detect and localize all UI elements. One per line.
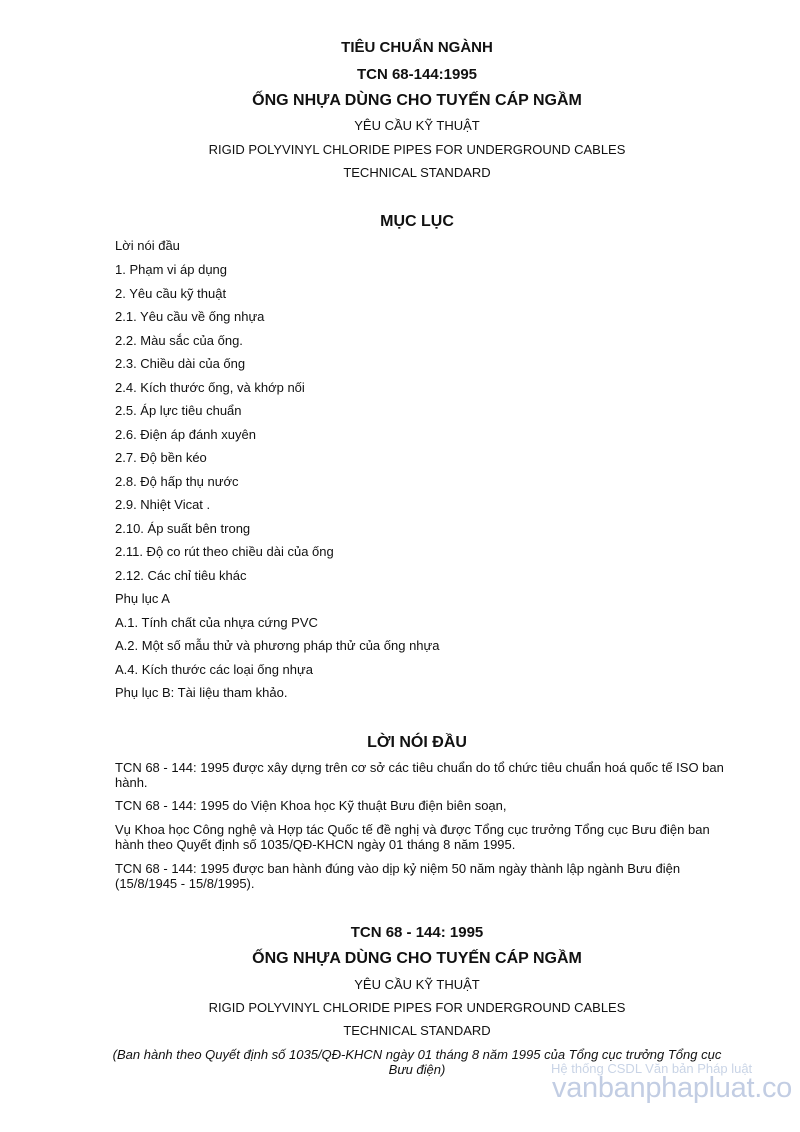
standard-type-heading: TIÊU CHUẨN NGÀNH (341, 39, 493, 56)
standard-english-subtitle: TECHNICAL STANDARD (343, 1023, 491, 1038)
toc-item[interactable]: 2.11. Độ co rút theo chiều dài của ống (115, 544, 334, 559)
toc-item[interactable]: 2.10. Áp suất bên trong (115, 521, 251, 536)
document-title: ỐNG NHỰA DÙNG CHO TUYẾN CÁP NGẦM (252, 92, 582, 109)
watermark-caption: Hệ thống CSDL Văn bản Pháp luật (551, 1061, 753, 1076)
toc-item[interactable]: 2.3. Chiều dài của ống (115, 356, 246, 371)
toc-item[interactable]: A.2. Một số mẫu thử và phương pháp thử của ống nhựa (115, 638, 440, 653)
standard-subtitle: YÊU CẦU KỸ THUẬT (354, 977, 480, 992)
toc-heading: MỤC LỤC (380, 213, 454, 230)
toc-item[interactable]: Lời nói đầu (115, 238, 180, 253)
toc-item[interactable]: 2.4. Kích thước ống, và khớp nối (115, 380, 305, 395)
toc-item[interactable]: 2.5. Áp lực tiêu chuẩn (115, 403, 242, 418)
toc-item[interactable]: A.4. Kích thước các loại ống nhựa (115, 662, 313, 677)
toc-item[interactable]: 2.2. Màu sắc của ống. (115, 333, 243, 348)
toc-item[interactable]: Phụ lục A (115, 591, 170, 606)
foreword-paragraph: TCN 68 - 144: 1995 do Viện Khoa học Kỹ thuật Bưu điện biên soạn, (115, 798, 507, 813)
foreword-paragraph: TCN 68 - 144: 1995 được ban hành đúng vào dịp kỷ niệm 50 năm ngày thành lập ngành Bưu điện (15/8/1945 - 15/8/1995). (115, 861, 681, 891)
toc-item[interactable]: A.1. Tính chất của nhựa cứng PVC (115, 615, 318, 630)
standard-english-title: RIGID POLYVINYL CHLORIDE PIPES FOR UNDERGROUND CABLES (208, 1000, 626, 1015)
toc-item[interactable]: 2.9. Nhiệt Vicat . (115, 497, 211, 512)
english-subtitle: TECHNICAL STANDARD (343, 165, 491, 180)
standard-code-heading: TCN 68-144:1995 (356, 66, 478, 83)
toc-item[interactable]: 1. Phạm vi áp dụng (115, 262, 228, 277)
toc-item[interactable]: 2.7. Độ bền kéo (115, 450, 207, 465)
toc-item[interactable]: 2.6. Điện áp đánh xuyên (115, 427, 256, 442)
toc-item[interactable]: 2.12. Các chỉ tiêu khác (115, 568, 247, 583)
foreword-paragraph: Vụ Khoa học Công nghệ và Hợp tác Quốc tế đề nghị và được Tổng cục trưởng Tổng cục Bưu điện ban hành theo Quyết định số 1035/QĐ-KHCN ngày 01 tháng 8 năm 1995. (115, 822, 710, 852)
toc-item[interactable]: 2.8. Độ hấp thụ nước (115, 474, 239, 489)
toc-item[interactable]: 2.1. Yêu cầu về ống nhựa (115, 309, 265, 324)
foreword-heading: LỜI NÓI ĐẦU (367, 734, 467, 751)
watermark-site: vanbanphapluat.co (552, 1072, 792, 1104)
document-subtitle: YÊU CẦU KỸ THUẬT (354, 118, 480, 133)
standard-code: TCN 68 - 144: 1995 (350, 924, 484, 941)
foreword-paragraph: TCN 68 - 144: 1995 được xây dựng trên cơ sở các tiêu chuẩn do tổ chức tiêu chuẩn hoá quốc tế ISO ban hành. (115, 760, 724, 790)
toc-item[interactable]: Phụ lục B: Tài liệu tham khảo. (115, 685, 288, 700)
toc-item[interactable]: 2. Yêu cầu kỹ thuật (115, 286, 227, 301)
english-title: RIGID POLYVINYL CHLORIDE PIPES FOR UNDERGROUND CABLES (208, 142, 626, 157)
issued-by-note: (Ban hành theo Quyết định số 1035/QĐ-KHCN ngày 01 tháng 8 năm 1995 của Tổng cục trưởng Tổng cục Bưu điện) (112, 1047, 722, 1077)
standard-title: ỐNG NHỰA DÙNG CHO TUYẾN CÁP NGẦM (252, 950, 582, 967)
